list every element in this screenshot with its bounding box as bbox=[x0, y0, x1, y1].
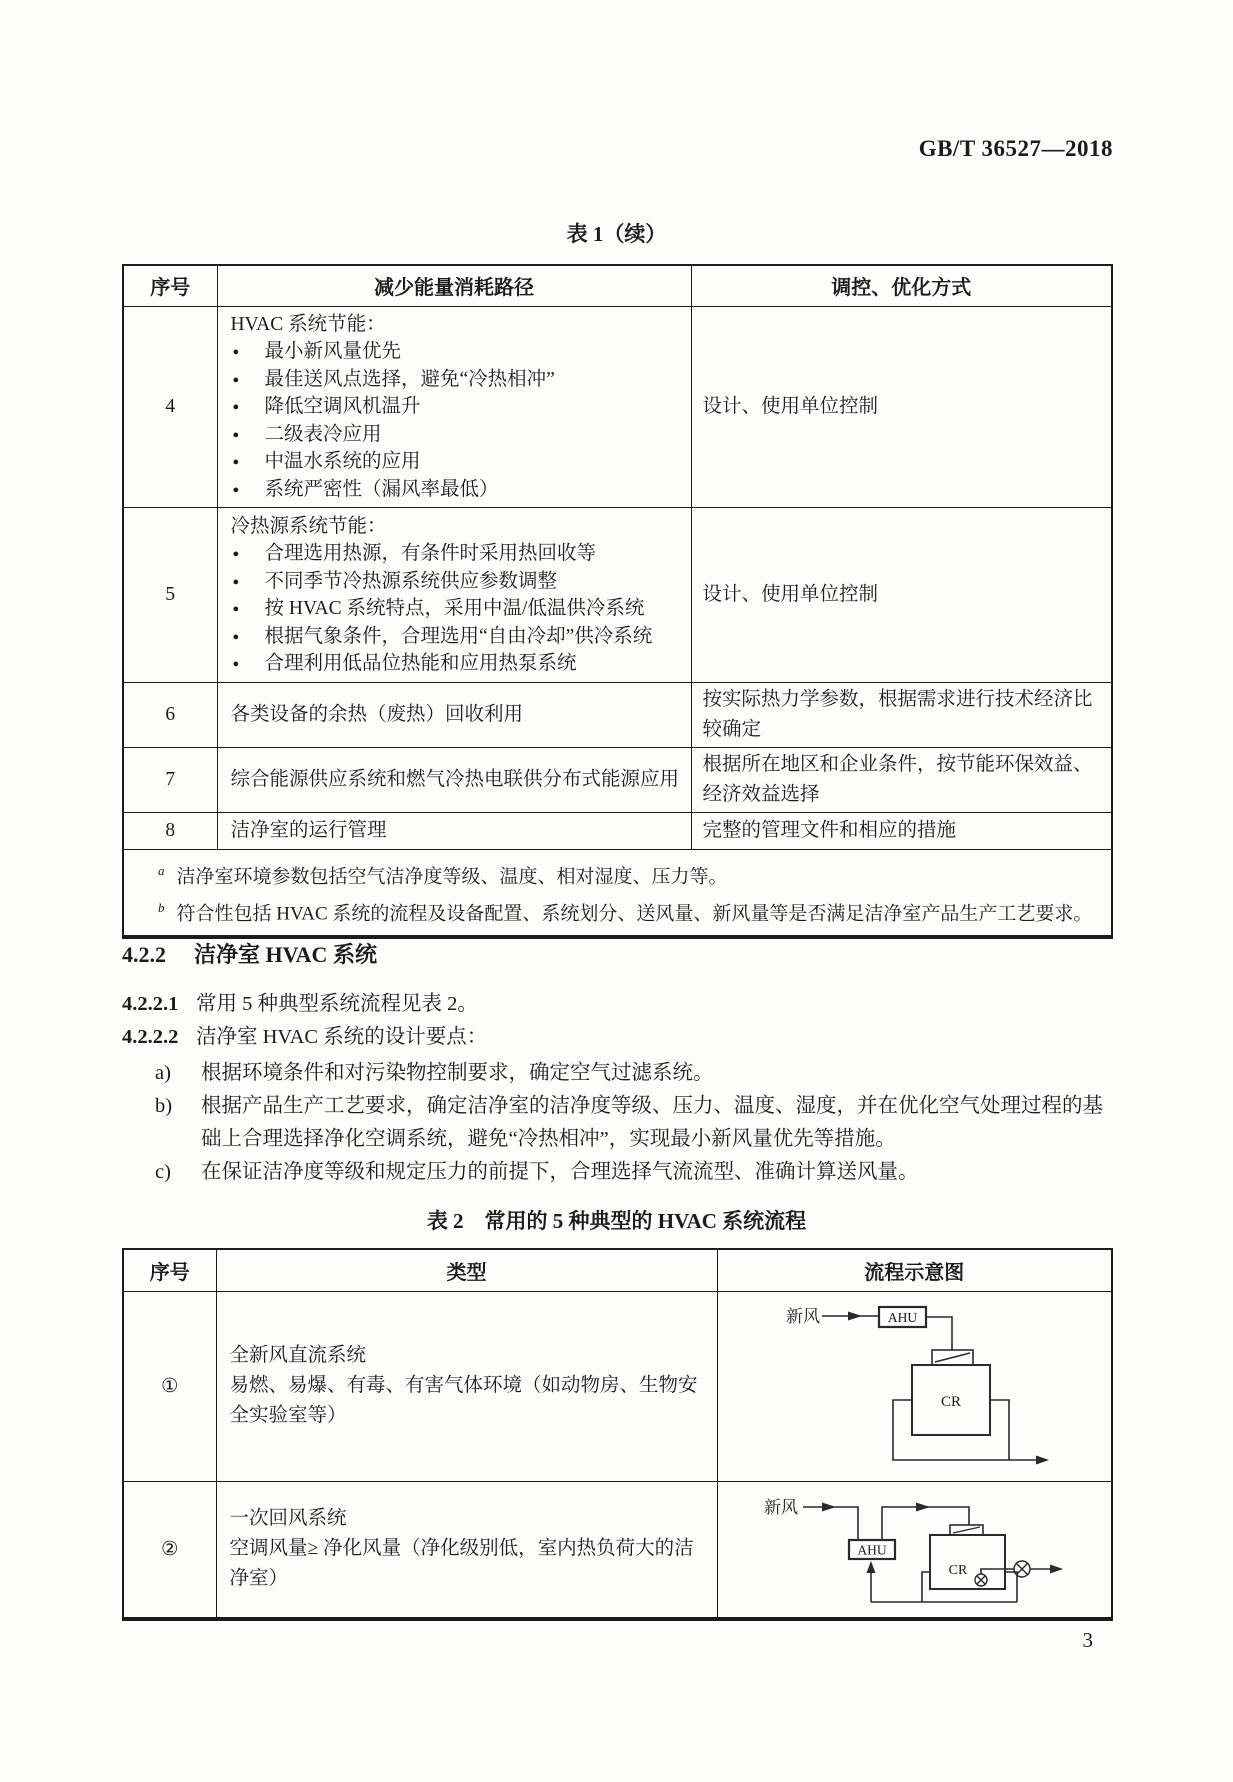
bullet-item bbox=[231, 476, 683, 504]
bullet-text: 按 HVAC 系统特点，采用中温/低温供冷系统 bbox=[264, 598, 645, 619]
table1-header-seq: 序号 bbox=[123, 265, 217, 306]
table-row bbox=[123, 813, 1112, 850]
cleanroom-box bbox=[930, 1535, 1005, 1589]
bullet-item bbox=[231, 540, 683, 568]
row5-path-title: 冷热源系统节能： bbox=[230, 515, 387, 537]
ahu-label: AHU bbox=[856, 1542, 887, 1557]
bullet-icon: ● bbox=[232, 603, 240, 615]
clause-4-2-2-2 bbox=[122, 1021, 1117, 1054]
clause-number: 4.2.2.2 bbox=[122, 1026, 179, 1048]
bullet-text: 最小新风量优先 bbox=[264, 341, 402, 362]
arrow-icon bbox=[822, 1502, 836, 1511]
row4-seq: 4 bbox=[123, 306, 217, 508]
footnote-text: 洁净室环境参数包括空气洁净度等级、温度、相对湿度、压力等。 bbox=[176, 865, 728, 887]
table1-header-path: 减少能量消耗路径 bbox=[217, 265, 691, 306]
list-marker: a) bbox=[155, 1062, 171, 1084]
damper-icon bbox=[975, 1574, 987, 1586]
bullet-text: 合理选用热源，有条件时采用热回收等 bbox=[264, 543, 597, 564]
table-row bbox=[123, 748, 1112, 813]
bullet-text: 降低空调风机温升 bbox=[264, 396, 421, 417]
footnote-b bbox=[158, 892, 1099, 929]
row5-control-cell: 设计、使用单位控制 bbox=[691, 508, 1112, 683]
bullet-item bbox=[231, 421, 683, 449]
table-row bbox=[123, 683, 1112, 748]
list-item-b bbox=[155, 1090, 1117, 1156]
bullet-item bbox=[231, 568, 683, 596]
system-type-desc: 易燃、易爆、有毒、有害气体环境（如动物房、生物安全实验室等） bbox=[229, 1375, 698, 1426]
bullet-text: 二级表冷应用 bbox=[264, 423, 382, 445]
bullet-item bbox=[231, 623, 683, 651]
bullet-text: 最佳送风点选择，避免“冷热相冲” bbox=[264, 368, 555, 390]
arrow-icon bbox=[866, 1561, 875, 1573]
footnote-marker: b bbox=[158, 899, 165, 915]
row8-control-cell: 完整的管理文件和相应的措施 bbox=[691, 813, 1112, 850]
clause-text: 洁净室 HVAC 系统的设计要点： bbox=[196, 1026, 488, 1048]
section-heading-4-2-2 bbox=[122, 938, 377, 969]
table1-header-control: 调控、优化方式 bbox=[691, 265, 1112, 306]
duct-lines bbox=[822, 1316, 1038, 1460]
row4-path-cell bbox=[217, 306, 691, 508]
row8-path-cell: 洁净室的运行管理 bbox=[217, 813, 691, 850]
table2-header-diagram: 流程示意图 bbox=[717, 1249, 1112, 1291]
row6-path-cell: 各类设备的余热（废热）回收利用 bbox=[217, 683, 691, 748]
list-item-a bbox=[155, 1057, 1117, 1090]
bullet-item bbox=[231, 366, 683, 394]
table-row bbox=[123, 508, 1112, 683]
section-number: 4.2.2 bbox=[122, 942, 166, 967]
page-number: 3 bbox=[1082, 1628, 1093, 1652]
table2-header-row bbox=[123, 1249, 1112, 1291]
filter-icon bbox=[950, 1525, 983, 1535]
table1 bbox=[122, 264, 1113, 939]
row7-path-cell: 综合能源供应系统和燃气冷热电联供分布式能源应用 bbox=[217, 748, 691, 813]
clause-4-2-2-1 bbox=[122, 988, 1117, 1021]
row7-seq: 7 bbox=[123, 748, 217, 813]
section-body bbox=[122, 988, 1117, 1189]
cleanroom-label: CR bbox=[940, 1394, 961, 1410]
clause-list bbox=[155, 1057, 1117, 1189]
table1-title: 表 1（续） bbox=[566, 222, 667, 246]
bullet-item bbox=[231, 393, 683, 421]
row6-control-cell: 按实际热力学参数，根据需求进行技术经济比较确定 bbox=[691, 683, 1112, 748]
table1-footnote-row bbox=[123, 849, 1112, 937]
row4-path-title: HVAC 系统节能： bbox=[230, 313, 386, 335]
bullet-icon: ● bbox=[232, 483, 240, 496]
row5-path-cell bbox=[217, 508, 691, 683]
bullet-icon: ● bbox=[232, 456, 240, 468]
table-row bbox=[123, 1291, 1112, 1481]
fresh-air-label: 新风 bbox=[763, 1497, 798, 1517]
table1-footnotes bbox=[123, 849, 1112, 937]
table2 bbox=[122, 1248, 1113, 1621]
row1-seq: ① bbox=[123, 1291, 216, 1481]
ahu-label: AHU bbox=[887, 1310, 917, 1325]
list-item-c bbox=[155, 1156, 1117, 1189]
row4-control-cell: 设计、使用单位控制 bbox=[691, 306, 1112, 508]
list-marker: b) bbox=[155, 1095, 173, 1117]
list-marker: c) bbox=[155, 1161, 171, 1183]
row1-type-cell bbox=[216, 1291, 717, 1481]
fresh-air-label: 新风 bbox=[785, 1307, 820, 1326]
table-row bbox=[123, 306, 1112, 508]
list-text: 根据环境条件和对污染物控制要求，确定空气过滤系统。 bbox=[201, 1062, 714, 1084]
bullet-text: 不同季节冷热源系统供应参数调整 bbox=[264, 570, 558, 592]
row2-type-cell bbox=[216, 1481, 717, 1619]
clause-number: 4.2.2.1 bbox=[122, 993, 179, 1015]
bullet-icon: ● bbox=[232, 548, 240, 560]
clause-text: 常用 5 种典型系统流程见表 2。 bbox=[196, 993, 478, 1015]
system-type-title: 一次回风系统 bbox=[229, 1508, 347, 1529]
row2-seq: ② bbox=[123, 1481, 216, 1619]
bullet-icon: ● bbox=[232, 373, 240, 386]
bullet-item bbox=[231, 448, 683, 476]
footnote-marker: a bbox=[158, 862, 165, 878]
list-text: 在保证洁净度等级和规定压力的前提下，合理选择气流流型、准确计算送风量。 bbox=[201, 1161, 919, 1183]
table2-header-seq: 序号 bbox=[123, 1249, 216, 1291]
bullet-text: 合理利用低品位热能和应用热泵系统 bbox=[264, 653, 577, 674]
bullet-icon: ● bbox=[232, 346, 240, 358]
footnote-a bbox=[158, 855, 1099, 892]
filter-icon bbox=[932, 1350, 973, 1365]
table-row bbox=[123, 1481, 1112, 1619]
bullet-icon: ● bbox=[232, 401, 240, 413]
footnote-text: 符合性包括 HVAC 系统的流程及设备配置、系统划分、送风量、新风量等是否满足洁净室产品生产工艺要求。 bbox=[176, 903, 1093, 925]
row6-seq: 6 bbox=[123, 683, 217, 748]
arrow-icon bbox=[1036, 1456, 1049, 1465]
standard-number: GB/T 36527—2018 bbox=[918, 136, 1113, 161]
row8-seq: 8 bbox=[123, 813, 217, 850]
row2-diagram-cell bbox=[717, 1481, 1112, 1619]
table2-header-type: 类型 bbox=[216, 1249, 717, 1291]
flow-diagram-full-fresh-air bbox=[718, 1292, 1113, 1480]
arrow-icon bbox=[916, 1502, 930, 1511]
system-type-desc: 空调风量≥ 净化风量（净化级别低，室内热负荷大的洁净室） bbox=[229, 1538, 694, 1589]
row1-diagram-cell bbox=[717, 1291, 1112, 1481]
bullet-item bbox=[231, 595, 683, 623]
fan-icon bbox=[1014, 1561, 1030, 1577]
duct-lines bbox=[803, 1507, 1052, 1602]
flow-diagram-primary-return-air bbox=[718, 1482, 1113, 1617]
arrow-icon bbox=[848, 1312, 862, 1321]
bullet-icon: ● bbox=[232, 428, 240, 441]
bullet-icon: ● bbox=[232, 575, 240, 588]
bullet-item bbox=[231, 650, 683, 678]
table2-title: 表 2 常用的 5 种典型的 HVAC 系统流程 bbox=[426, 1209, 807, 1233]
bullet-icon: ● bbox=[232, 658, 240, 670]
system-type-title: 全新风直流系统 bbox=[229, 1345, 367, 1366]
bullet-icon: ● bbox=[232, 630, 240, 643]
row7-control-cell: 根据所在地区和企业条件，按节能环保效益、经济效益选择 bbox=[691, 748, 1112, 813]
cleanroom-label: CR bbox=[948, 1562, 967, 1578]
bullet-text: 系统严密性（漏风率最低） bbox=[264, 478, 499, 500]
bullet-item bbox=[231, 338, 683, 366]
arrow-icon bbox=[1050, 1564, 1063, 1573]
list-text: 根据产品生产工艺要求，确定洁净室的洁净度等级、压力、温度、湿度，并在优化空气处理过程的基础上合理选择净化空调系统，避免“冷热相冲”，实现最小新风量优先等措施。 bbox=[201, 1095, 1103, 1150]
table1-header-row bbox=[123, 265, 1112, 306]
row5-seq: 5 bbox=[123, 508, 217, 683]
bullet-text: 中温水系统的应用 bbox=[264, 451, 421, 472]
bullet-text: 根据气象条件，合理选用“自由冷却”供冷系统 bbox=[264, 625, 653, 647]
section-title: 洁净室 HVAC 系统 bbox=[194, 942, 377, 967]
